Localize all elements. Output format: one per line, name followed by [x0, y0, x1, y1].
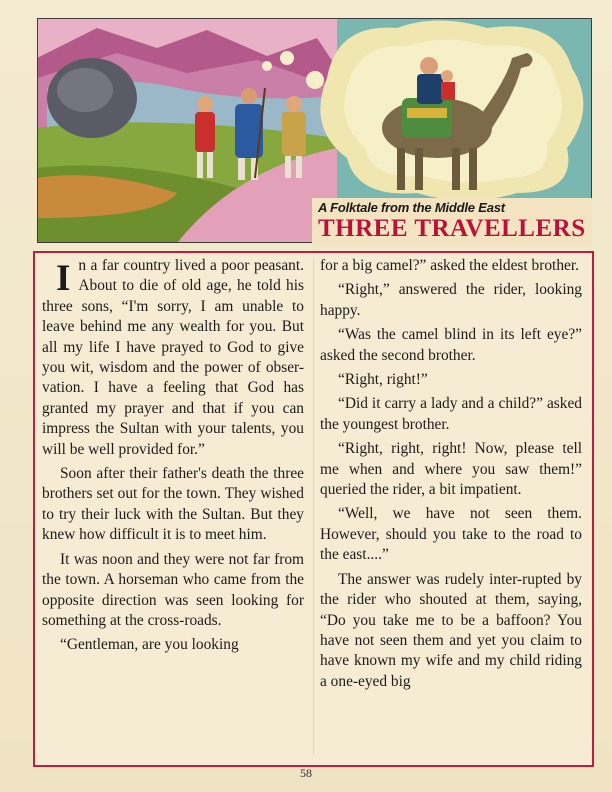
paragraph: “Right, right!” [338, 371, 428, 389]
paragraph [42, 256, 304, 460]
paragraph: The answer was rudely inter-rupted by the rider who shouted at them, saying, “Do you take me to be a baffoon? You have not seen them and yet you claim to have known my wife and my child riding a one-eyed big [320, 570, 582, 690]
paragraph-text: n a far country lived a poor peasant. About to die of old age, he told his three sons, “I'm sorry, I am unable to leave behind me any wealth for you. But all my life I have prayed to God to give you wit, wisdom and the power of obser-vation. I have a feeling that God has granted my prayer and that if you can impress the Sultan with your talents, you will be well provided for.” [42, 257, 304, 458]
story-column-left [42, 256, 304, 660]
paragraph: “Was the camel blind in its left eye?” asked the second brother. [320, 326, 582, 364]
story-title: THREE TRAVELLERS [318, 215, 586, 242]
paragraph: “Right,” answered the rider, looking happy. [320, 281, 582, 319]
title-block [312, 198, 592, 246]
paragraph: It was noon and they were not far from the town. A horseman who came from the opposite direction was seen looking for something at the cross-roads. [42, 550, 304, 629]
story-column-right [320, 256, 582, 696]
drop-cap: I [56, 258, 71, 299]
column-divider [313, 257, 314, 755]
paragraph: “Well, we have not seen them. However, should you take to the road to the east....” [320, 505, 582, 564]
paragraph: “Did it carry a lady and a child?” asked the youngest brother. [320, 395, 582, 433]
story-text-frame [33, 251, 594, 767]
paragraph: “Gentleman, are you looking [60, 636, 239, 654]
page-number: 58 [300, 766, 312, 780]
paragraph: for a big camel?” asked the eldest brother. [320, 257, 579, 274]
paragraph: “Right, right, right! Now, please tell me when and where you saw them!” queried the rider, a bit impatient. [320, 440, 582, 499]
story-subtitle: A Folktale from the Middle East [318, 200, 505, 215]
paragraph: Soon after their father's death the three brothers set out for the town. They wished to try their luck with the Sultan. But they knew how difficult it is to meet him. [42, 465, 304, 544]
